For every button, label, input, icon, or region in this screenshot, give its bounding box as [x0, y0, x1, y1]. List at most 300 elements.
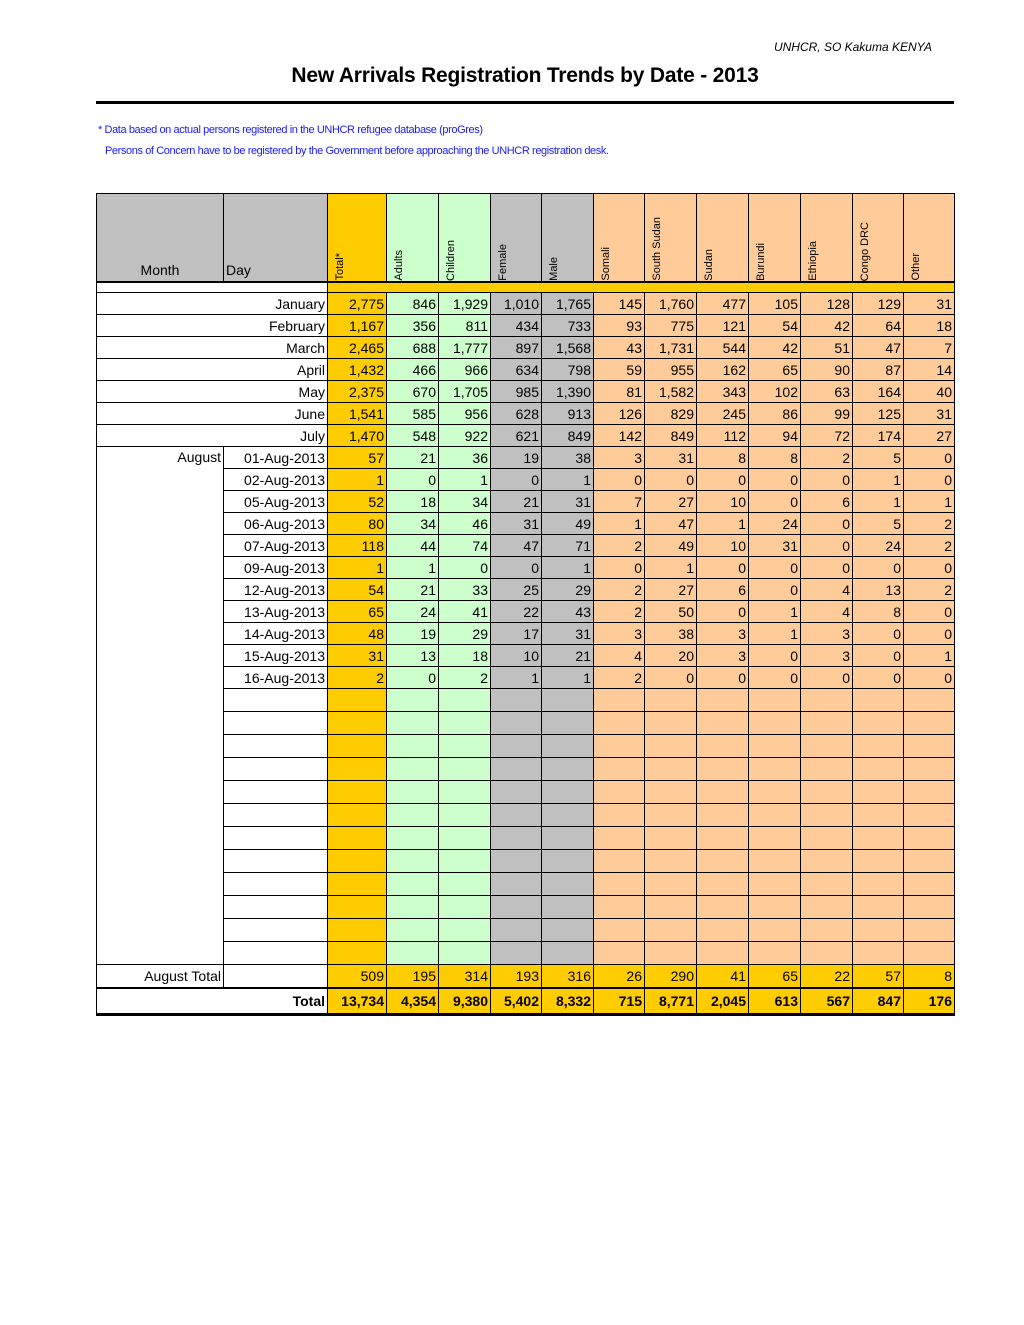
other-cell	[904, 850, 955, 873]
month-label: April	[97, 359, 328, 381]
day-row	[97, 447, 955, 469]
children-cell: 34	[439, 491, 491, 513]
south-sudan-cell	[645, 689, 697, 712]
female-cell: 0	[491, 469, 542, 491]
other-cell: 27	[904, 425, 955, 447]
ethiopia-cell	[801, 804, 853, 827]
day-row	[97, 579, 955, 601]
adults-cell: 24	[387, 601, 439, 623]
children-cell: 74	[439, 535, 491, 557]
female-cell	[491, 896, 542, 919]
ethiopia-cell: 42	[801, 315, 853, 337]
day-label	[224, 712, 328, 735]
ethiopia-cell: 0	[801, 557, 853, 579]
female-cell: 434	[491, 315, 542, 337]
male-cell: 733	[542, 315, 594, 337]
sudan-cell	[697, 896, 749, 919]
congo-cell	[853, 850, 904, 873]
day-label	[224, 850, 328, 873]
day-label: 12-Aug-2013	[224, 579, 328, 601]
south-sudan-cell: 1,760	[645, 293, 697, 315]
congo-cell	[853, 689, 904, 712]
male-cell: 38	[542, 447, 594, 469]
male-cell: 29	[542, 579, 594, 601]
adults-cell: 18	[387, 491, 439, 513]
congo-cell	[853, 804, 904, 827]
children-cell: 41	[439, 601, 491, 623]
south-sudan-cell: 1,582	[645, 381, 697, 403]
sudan-cell	[697, 942, 749, 965]
sudan-cell: 245	[697, 403, 749, 425]
male-cell	[542, 827, 594, 850]
sudan-cell: 544	[697, 337, 749, 359]
month-row	[97, 403, 955, 425]
somali-cell	[594, 804, 645, 827]
registration-note: Persons of Concern have to be registered by the Government before approaching the UNHCR registration desk.	[105, 145, 609, 157]
female-cell: 47	[491, 535, 542, 557]
congo-cell	[853, 758, 904, 781]
children-cell: 1,929	[439, 293, 491, 315]
adults-cell: 13	[387, 645, 439, 667]
congo-cell: 0	[853, 557, 904, 579]
burundi-cell	[749, 781, 801, 804]
ethiopia-cell: 2	[801, 447, 853, 469]
sudan-cell	[697, 735, 749, 758]
female-cell	[491, 827, 542, 850]
male-cell: 43	[542, 601, 594, 623]
burundi-cell: 102	[749, 381, 801, 403]
total-cell	[328, 850, 387, 873]
ethiopia-cell: 0	[801, 667, 853, 689]
female-cell: 21	[491, 491, 542, 513]
adults-cell: 19	[387, 623, 439, 645]
adults-cell: 34	[387, 513, 439, 535]
total-cell	[328, 919, 387, 942]
male-cell: 31	[542, 491, 594, 513]
day-label: 16-Aug-2013	[224, 667, 328, 689]
empty-row	[97, 758, 955, 781]
other-cell: 176	[904, 988, 955, 1015]
adults-cell	[387, 735, 439, 758]
children-cell: 1,705	[439, 381, 491, 403]
adults-cell: 4,354	[387, 988, 439, 1015]
day-label	[224, 781, 328, 804]
male-cell: 1,390	[542, 381, 594, 403]
other-cell: 8	[904, 965, 955, 989]
burundi-cell	[749, 758, 801, 781]
other-cell: 2	[904, 535, 955, 557]
burundi-cell	[749, 735, 801, 758]
male-cell	[542, 919, 594, 942]
sudan-cell: 3	[697, 623, 749, 645]
burundi-cell: 1	[749, 623, 801, 645]
ethiopia-cell: 4	[801, 601, 853, 623]
sudan-cell: 0	[697, 601, 749, 623]
sudan-cell: 10	[697, 535, 749, 557]
empty-row	[97, 896, 955, 919]
grand-total-label: Total	[97, 988, 328, 1015]
female-cell: 621	[491, 425, 542, 447]
male-cell	[542, 735, 594, 758]
female-cell: 22	[491, 601, 542, 623]
somali-cell: 43	[594, 337, 645, 359]
burundi-cell	[749, 850, 801, 873]
adults-cell: 195	[387, 965, 439, 989]
male-cell: 1,568	[542, 337, 594, 359]
total-cell: 2	[328, 667, 387, 689]
total-cell: 54	[328, 579, 387, 601]
male-cell: 849	[542, 425, 594, 447]
female-cell: 25	[491, 579, 542, 601]
children-cell	[439, 804, 491, 827]
adults-cell: 846	[387, 293, 439, 315]
male-cell: 1	[542, 667, 594, 689]
sudan-cell: 112	[697, 425, 749, 447]
male-cell	[542, 712, 594, 735]
sudan-cell: 10	[697, 491, 749, 513]
congo-cell	[853, 735, 904, 758]
children-column-header: Children	[439, 194, 491, 283]
somali-cell	[594, 735, 645, 758]
female-cell: 19	[491, 447, 542, 469]
somali-cell: 0	[594, 557, 645, 579]
month-label: February	[97, 315, 328, 337]
somali-cell: 3	[594, 623, 645, 645]
other-cell: 40	[904, 381, 955, 403]
burundi-cell	[749, 942, 801, 965]
male-cell: 71	[542, 535, 594, 557]
ethiopia-cell: 72	[801, 425, 853, 447]
total-cell	[328, 804, 387, 827]
total-cell: 80	[328, 513, 387, 535]
male-cell	[542, 873, 594, 896]
day-label	[224, 873, 328, 896]
total-cell: 57	[328, 447, 387, 469]
male-cell	[542, 689, 594, 712]
ethiopia-cell	[801, 827, 853, 850]
empty-row	[97, 942, 955, 965]
header-gap-row	[97, 282, 955, 293]
south-sudan-cell: 38	[645, 623, 697, 645]
total-cell: 2,375	[328, 381, 387, 403]
sudan-cell	[697, 850, 749, 873]
other-cell: 0	[904, 557, 955, 579]
empty-row	[97, 873, 955, 896]
total-cell: 1	[328, 557, 387, 579]
burundi-cell: 0	[749, 645, 801, 667]
month-label: July	[97, 425, 328, 447]
adults-column-header: Adults	[387, 194, 439, 283]
female-cell: 193	[491, 965, 542, 989]
female-cell	[491, 804, 542, 827]
adults-cell	[387, 942, 439, 965]
congo-cell	[853, 781, 904, 804]
south-sudan-cell	[645, 873, 697, 896]
total-cell: 13,734	[328, 988, 387, 1015]
children-cell: 922	[439, 425, 491, 447]
somali-cell: 81	[594, 381, 645, 403]
south-sudan-cell	[645, 942, 697, 965]
burundi-cell	[749, 804, 801, 827]
empty-row	[97, 689, 955, 712]
adults-cell	[387, 873, 439, 896]
sudan-cell	[697, 873, 749, 896]
children-cell: 2	[439, 667, 491, 689]
burundi-column-header: Burundi	[749, 194, 801, 283]
south-sudan-cell: 0	[645, 667, 697, 689]
sudan-cell	[697, 712, 749, 735]
children-cell	[439, 919, 491, 942]
other-cell: 1	[904, 491, 955, 513]
day-label: 01-Aug-2013	[224, 447, 328, 469]
somali-cell: 142	[594, 425, 645, 447]
day-row	[97, 623, 955, 645]
other-cell	[904, 689, 955, 712]
day-label: 02-Aug-2013	[224, 469, 328, 491]
female-cell	[491, 781, 542, 804]
day-label	[224, 827, 328, 850]
female-cell	[491, 758, 542, 781]
adults-cell	[387, 850, 439, 873]
sudan-cell: 41	[697, 965, 749, 989]
congo-cell: 64	[853, 315, 904, 337]
other-cell	[904, 712, 955, 735]
ethiopia-cell	[801, 919, 853, 942]
female-cell: 628	[491, 403, 542, 425]
other-cell	[904, 896, 955, 919]
burundi-cell: 0	[749, 579, 801, 601]
south-sudan-cell	[645, 919, 697, 942]
day-row	[97, 645, 955, 667]
children-cell: 966	[439, 359, 491, 381]
south-sudan-cell: 0	[645, 469, 697, 491]
congo-cell	[853, 712, 904, 735]
other-cell	[904, 804, 955, 827]
total-cell	[328, 896, 387, 919]
somali-cell	[594, 942, 645, 965]
sudan-cell	[697, 689, 749, 712]
burundi-cell: 65	[749, 359, 801, 381]
ethiopia-cell: 128	[801, 293, 853, 315]
day-label: 05-Aug-2013	[224, 491, 328, 513]
south-sudan-column-header: South Sudan	[645, 194, 697, 283]
male-column-header: Male	[542, 194, 594, 283]
empty-row	[97, 827, 955, 850]
day-label	[224, 942, 328, 965]
other-cell	[904, 758, 955, 781]
congo-cell: 0	[853, 623, 904, 645]
ethiopia-cell: 0	[801, 535, 853, 557]
empty-row	[97, 712, 955, 735]
other-cell: 31	[904, 293, 955, 315]
congo-cell: 13	[853, 579, 904, 601]
male-cell: 1	[542, 557, 594, 579]
somali-cell	[594, 781, 645, 804]
other-cell	[904, 919, 955, 942]
adults-cell: 688	[387, 337, 439, 359]
burundi-cell: 0	[749, 557, 801, 579]
day-row	[97, 667, 955, 689]
congo-cell: 47	[853, 337, 904, 359]
month-label: January	[97, 293, 328, 315]
children-cell: 811	[439, 315, 491, 337]
burundi-cell: 105	[749, 293, 801, 315]
ethiopia-cell	[801, 758, 853, 781]
male-cell: 913	[542, 403, 594, 425]
other-cell: 31	[904, 403, 955, 425]
sudan-cell: 3	[697, 645, 749, 667]
total-cell: 65	[328, 601, 387, 623]
ethiopia-cell	[801, 873, 853, 896]
somali-cell: 715	[594, 988, 645, 1015]
day-row	[97, 557, 955, 579]
day-row	[97, 491, 955, 513]
somali-cell	[594, 712, 645, 735]
total-cell: 509	[328, 965, 387, 989]
adults-cell: 21	[387, 447, 439, 469]
children-cell	[439, 896, 491, 919]
total-cell: 1,541	[328, 403, 387, 425]
south-sudan-cell: 1	[645, 557, 697, 579]
somali-cell	[594, 873, 645, 896]
ethiopia-cell: 3	[801, 645, 853, 667]
ethiopia-cell: 4	[801, 579, 853, 601]
congo-cell: 129	[853, 293, 904, 315]
children-cell	[439, 942, 491, 965]
adults-cell	[387, 804, 439, 827]
female-cell: 897	[491, 337, 542, 359]
children-cell: 1	[439, 469, 491, 491]
somali-cell: 59	[594, 359, 645, 381]
female-cell	[491, 735, 542, 758]
male-cell: 798	[542, 359, 594, 381]
male-cell	[542, 942, 594, 965]
south-sudan-cell	[645, 781, 697, 804]
somali-cell: 2	[594, 601, 645, 623]
burundi-cell	[749, 827, 801, 850]
sudan-cell	[697, 781, 749, 804]
other-cell	[904, 827, 955, 850]
male-cell: 49	[542, 513, 594, 535]
children-cell: 9,380	[439, 988, 491, 1015]
burundi-cell: 94	[749, 425, 801, 447]
total-cell	[328, 712, 387, 735]
month-label: May	[97, 381, 328, 403]
arrivals-table	[96, 193, 955, 1016]
children-cell: 956	[439, 403, 491, 425]
sudan-cell	[697, 758, 749, 781]
male-cell	[542, 758, 594, 781]
adults-cell: 548	[387, 425, 439, 447]
month-label: August	[97, 447, 224, 965]
children-cell: 29	[439, 623, 491, 645]
somali-cell	[594, 919, 645, 942]
south-sudan-cell	[645, 712, 697, 735]
adults-cell	[387, 781, 439, 804]
congo-cell: 5	[853, 513, 904, 535]
female-column-header: Female	[491, 194, 542, 283]
burundi-cell: 31	[749, 535, 801, 557]
south-sudan-cell: 31	[645, 447, 697, 469]
total-cell: 52	[328, 491, 387, 513]
congo-cell	[853, 942, 904, 965]
children-cell	[439, 781, 491, 804]
congo-cell: 87	[853, 359, 904, 381]
congo-cell	[853, 896, 904, 919]
adults-cell: 356	[387, 315, 439, 337]
other-cell: 0	[904, 667, 955, 689]
total-column-header: Total*	[328, 194, 387, 283]
burundi-cell	[749, 896, 801, 919]
female-cell	[491, 689, 542, 712]
somali-cell: 2	[594, 579, 645, 601]
adults-cell	[387, 919, 439, 942]
other-cell: 0	[904, 469, 955, 491]
congo-cell	[853, 827, 904, 850]
total-cell: 48	[328, 623, 387, 645]
south-sudan-cell: 955	[645, 359, 697, 381]
congo-cell: 5	[853, 447, 904, 469]
burundi-cell: 86	[749, 403, 801, 425]
burundi-cell: 65	[749, 965, 801, 989]
other-cell: 0	[904, 601, 955, 623]
other-cell	[904, 942, 955, 965]
children-cell	[439, 850, 491, 873]
female-cell	[491, 873, 542, 896]
female-cell	[491, 919, 542, 942]
ethiopia-cell: 90	[801, 359, 853, 381]
other-cell: 2	[904, 513, 955, 535]
male-cell	[542, 896, 594, 919]
somali-cell: 2	[594, 667, 645, 689]
congo-cell: 125	[853, 403, 904, 425]
empty-row	[97, 919, 955, 942]
day-column-header: Day	[224, 194, 328, 283]
congo-cell	[853, 919, 904, 942]
congo-cell: 1	[853, 491, 904, 513]
south-sudan-cell: 775	[645, 315, 697, 337]
ethiopia-cell: 6	[801, 491, 853, 513]
male-cell	[542, 850, 594, 873]
ethiopia-cell	[801, 735, 853, 758]
ethiopia-cell	[801, 896, 853, 919]
day-label	[224, 919, 328, 942]
total-cell: 1,167	[328, 315, 387, 337]
other-cell	[904, 735, 955, 758]
male-cell: 1	[542, 469, 594, 491]
day-row	[97, 535, 955, 557]
ethiopia-cell	[801, 942, 853, 965]
adults-cell	[387, 758, 439, 781]
adults-cell	[387, 827, 439, 850]
adults-cell: 1	[387, 557, 439, 579]
somali-cell	[594, 827, 645, 850]
total-cell: 2,775	[328, 293, 387, 315]
congo-cell: 174	[853, 425, 904, 447]
other-cell	[904, 873, 955, 896]
total-cell: 1,470	[328, 425, 387, 447]
somali-cell: 0	[594, 469, 645, 491]
ethiopia-cell: 567	[801, 988, 853, 1015]
sudan-cell: 162	[697, 359, 749, 381]
day-label	[224, 758, 328, 781]
adults-cell: 670	[387, 381, 439, 403]
somali-cell: 1	[594, 513, 645, 535]
congo-cell: 8	[853, 601, 904, 623]
sudan-cell	[697, 919, 749, 942]
burundi-cell: 1	[749, 601, 801, 623]
total-cell	[328, 827, 387, 850]
